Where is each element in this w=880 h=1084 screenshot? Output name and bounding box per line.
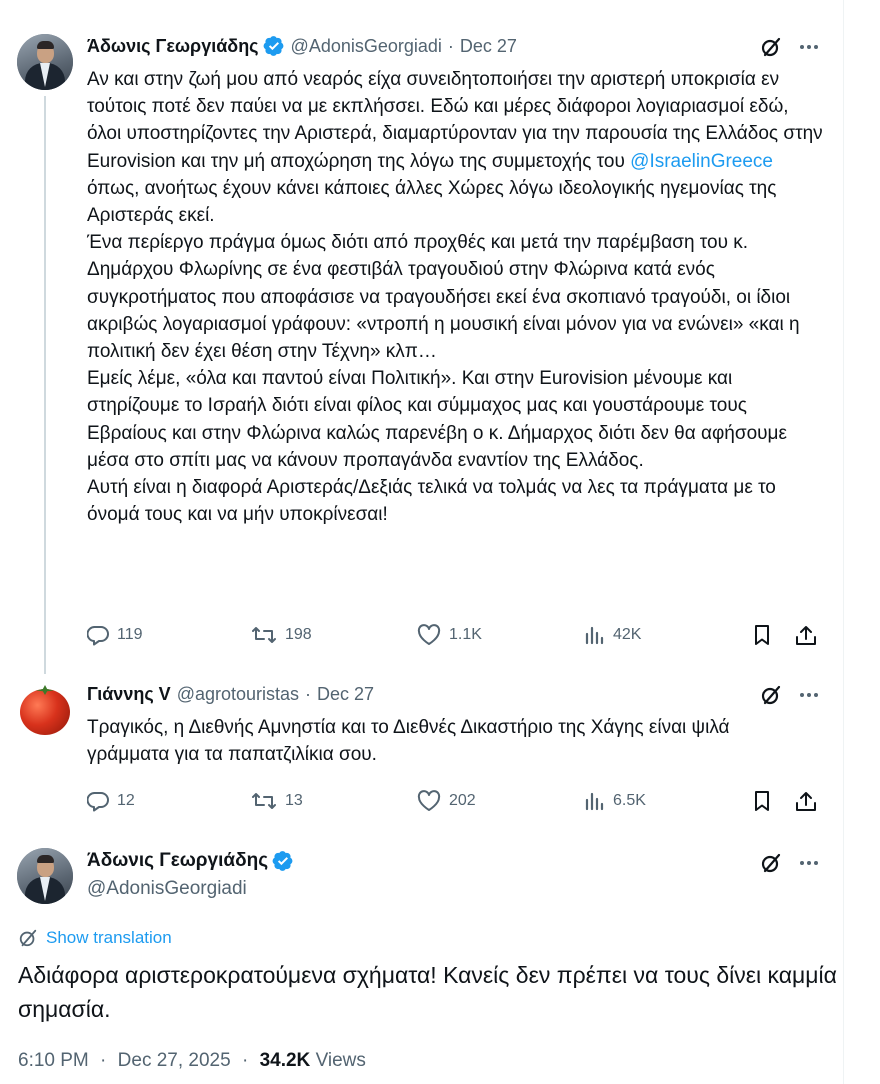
share-icon: [794, 624, 818, 646]
like-button[interactable]: [417, 786, 476, 816]
tweet-paragraph-tail: όπως, ανοήτως έχουν κάνει κάποιες άλλες Χώρες λόγω ιδεολογικής ηγεμονίας της Αριστεράς εκεί.: [87, 177, 777, 227]
share-icon: [794, 790, 818, 812]
tweet-text: [87, 66, 827, 528]
tweet-time[interactable]: 6:10 PM: [18, 1050, 89, 1071]
author-handle[interactable]: @AdonisGeorgiadi: [290, 36, 442, 56]
tweet-text: Τραγικός, η Διεθνής Αμνηστία και το Διεθνές Δικαστήριο της Χάγης είναι ψιλά γράμματα για τα παπατζιλίκια σου.: [87, 717, 730, 766]
author-name[interactable]: Άδωνις Γεωργιάδης: [87, 850, 269, 871]
tweet-paragraph: Αν και στην ζωή μου από νεαρός είχα συνειδητοποιήσει την αριστερή υποκρισία εν τούτοις ποτέ δεν παύει να με εκπλήσσει. Εδώ και μέρες διάφοροι λογιαριασμοί εδώ, όλοι υποστηρίζοντες την Αριστερά, διαμαρτύρονταν για την παρουσία της Ελλάδος στην Eurovision και την μή αποχώρηση της λόγω της συμμετοχής του: [87, 69, 823, 172]
author-name[interactable]: Άδωνις Γεωργιάδης: [87, 36, 259, 56]
bookmark-icon: [751, 624, 773, 646]
more-icon[interactable]: [798, 36, 820, 58]
reply-button[interactable]: [87, 786, 135, 816]
tweet-paragraph: Ένα περίεργο πράγμα όμως διότι από προχθές και μετά την παρέμβαση του κ. Δημάρχου Φλωρίνης σε ένα φεστιβάλ τραγουδιού στην Φλώρινα κατά ενός συγκροτήματος που αποφάσισε να τραγουδήσει εκεί ένα σκοπιανό τραγούδι, οι ίδιοι ακριβώς λογαριασμοί γράφουν: «ντροπή η μουσική είναι μόνον για να ενώνει» «και η πολιτική δεν έχει θέση στην Τέχνη» κλπ…: [87, 232, 800, 363]
like-count: 1.1K: [449, 626, 482, 643]
tweet-date[interactable]: Dec 27: [317, 684, 375, 704]
views-label: Views: [315, 1050, 366, 1071]
main-tweet-header: [87, 848, 300, 902]
avatar[interactable]: [17, 34, 73, 90]
tweet-header: [87, 34, 517, 58]
like-button[interactable]: [417, 620, 482, 650]
tweet-date[interactable]: Dec 27: [459, 36, 517, 56]
views-icon: [583, 790, 605, 812]
reply-button[interactable]: [87, 620, 143, 650]
author-name[interactable]: Γιάννης V: [87, 684, 171, 704]
mention-link[interactable]: @IsraelinGreece: [630, 150, 773, 172]
verified-badge-icon: [272, 850, 294, 872]
separator: ·: [100, 1050, 107, 1071]
tweet-top-actions: [760, 684, 820, 706]
grok-icon[interactable]: [760, 36, 782, 58]
views-icon: [583, 624, 605, 646]
more-icon[interactable]: [798, 852, 820, 874]
more-icon[interactable]: [798, 684, 820, 706]
thread-tweet-2[interactable]: [0, 668, 843, 838]
reply-icon: [87, 624, 109, 646]
tweet-meta: [18, 1050, 366, 1072]
reply-icon: [87, 790, 109, 812]
main-tweet-text: Αδιάφορα αριστεροκρατούμενα σχήματα! Κανείς δεν πρέπει να τους δίνει καμμία σημασία.: [18, 962, 837, 1022]
verified-badge-icon: [263, 35, 285, 57]
repost-icon: [251, 624, 277, 646]
repost-count: 198: [285, 626, 312, 643]
author-handle[interactable]: @agrotouristas: [176, 684, 300, 704]
repost-button[interactable]: [251, 620, 312, 650]
share-button[interactable]: [794, 620, 818, 650]
translate-icon: [18, 928, 38, 948]
repost-button[interactable]: [251, 786, 303, 816]
reply-count: 12: [117, 792, 135, 809]
tweet-top-actions: [760, 36, 820, 58]
bookmark-icon: [751, 790, 773, 812]
views-button[interactable]: [583, 620, 641, 650]
views-count: 6.5K: [613, 792, 646, 809]
repost-icon: [251, 790, 277, 812]
bookmark-button[interactable]: [751, 620, 773, 650]
avatar[interactable]: [17, 848, 73, 904]
like-icon: [417, 790, 441, 812]
grok-icon[interactable]: [760, 684, 782, 706]
tweet-full-date[interactable]: Dec 27, 2025: [117, 1050, 231, 1071]
like-icon: [417, 624, 441, 646]
bookmark-button[interactable]: [751, 786, 773, 816]
like-count: 202: [449, 792, 476, 809]
tweet-paragraph: Αυτή είναι η διαφορά Αριστεράς/Δεξιάς τελικά να τολμάς να λες τα πράγματα με το όνομά τους και να μήν υποκρίνεσαι!: [87, 477, 776, 526]
separator: ·: [241, 1050, 249, 1071]
views-total: 34.2K: [259, 1050, 311, 1071]
show-translation-link[interactable]: [18, 928, 172, 948]
separator: ·: [305, 684, 312, 704]
share-button[interactable]: [794, 786, 818, 816]
separator: ·: [447, 36, 454, 56]
tweet-paragraph: Εμείς λέμε, «όλα και παντού είναι Πολιτική». Και στην Eurovision μένουμε και στηρίζουμε το Ισραήλ διότι είναι φίλος και σύμμαχος μας και γουστάρουμε τους Εβραίους και στην Φλώρινα καλώς παρενέβη ο κ. Δήμαρχος διότι δεν θα αφήσουμε μέσα στο σπίτι μας να κάνουν προπαγάνδα εναντίον της Ελλάδος.: [87, 368, 787, 471]
author-handle[interactable]: @AdonisGeorgiadi: [87, 878, 247, 899]
avatar[interactable]: [17, 682, 73, 738]
tweet-actions: [87, 620, 827, 650]
tweet-top-actions: [760, 852, 820, 874]
reply-count: 119: [117, 626, 143, 643]
show-translation-label: Show translation: [46, 928, 172, 947]
column-divider: [843, 0, 844, 1084]
tweet-actions: [87, 786, 827, 816]
views-button[interactable]: [583, 786, 646, 816]
repost-count: 13: [285, 792, 303, 809]
tweet-header: [87, 682, 374, 706]
views-count: 42K: [613, 626, 642, 643]
grok-icon[interactable]: [760, 852, 782, 874]
